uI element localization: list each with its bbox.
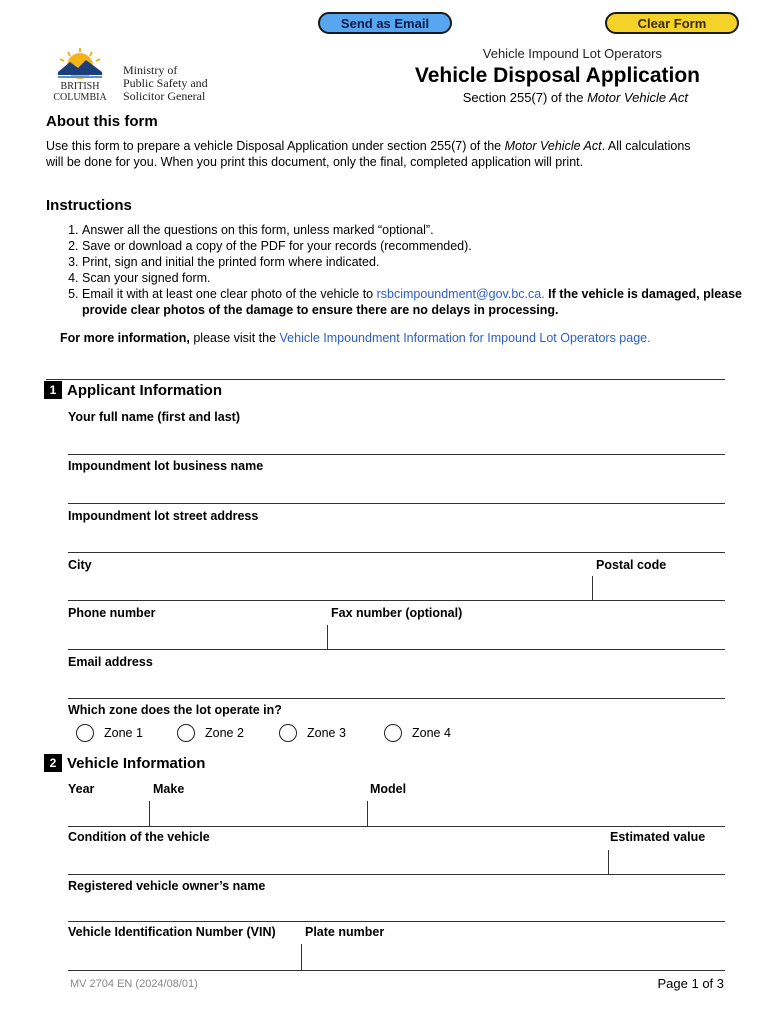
bc-sun-mountain-icon [50,48,110,82]
bc-wordmark-line: COLUMBIA [53,92,107,103]
zone-3-radio[interactable] [279,724,346,742]
business-name-label: Impoundment lot business name [68,459,264,473]
ministry-name-line: Solicitor General [123,89,206,103]
year-label: Year [68,782,95,796]
email-field[interactable] [68,673,725,698]
plate-number-field[interactable] [302,943,725,970]
fax-label: Fax number (optional) [331,606,463,620]
section-number: 1 [44,381,62,399]
clear-form-button[interactable]: Clear Form [605,12,739,34]
field-separator [608,850,609,874]
vin-field[interactable] [68,943,299,970]
field-underline [68,454,725,455]
form-subtitle: Vehicle Impound Lot Operators [482,46,662,61]
about-paragraph [46,138,706,170]
zone-2-radio[interactable] [177,724,244,742]
plate-number-label: Plate number [305,925,385,939]
about-act: Motor Vehicle Act [504,139,602,153]
field-underline [68,826,725,827]
field-separator [327,625,328,649]
instruction-item: 3. Print, sign and initial the printed form where indicated. [82,254,762,270]
email-link[interactable]: rsbcimpoundment@gov.bc.ca. [376,287,545,301]
field-separator [301,944,302,970]
instruction-text: Email it with at least one clear photo of the vehicle to [82,287,377,301]
more-info [60,330,740,346]
owner-name-field[interactable] [68,897,725,921]
field-underline [68,698,725,699]
city-label: City [68,558,92,572]
about-text: . All calculations will be done for you. When you print this document, only the final, completed application will print. [46,139,691,169]
zone-4-radio[interactable] [384,724,451,742]
make-label: Make [153,782,185,796]
about-text: Use this form to prepare a vehicle Disposal Application under section 255(7) of the [46,139,505,153]
section-1-header [44,380,222,400]
make-field[interactable] [150,800,366,826]
radio-label: Zone 1 [104,726,143,740]
field-underline [68,649,725,650]
field-underline [68,874,725,875]
ministry-name-line: Public Safety and [123,76,208,90]
form-id: MV 2704 EN (2024/08/01) [70,978,198,990]
radio-label: Zone 3 [307,726,346,740]
form-section-ref [463,90,688,105]
more-info-text: please visit the [189,331,280,345]
more-info-bold: For more information, [60,331,190,345]
instruction-item: 1. Answer all the questions on this form, unless marked “optional”. [82,222,762,238]
field-underline [68,600,725,601]
section-ref-text: Section 255(7) of the [462,90,588,105]
ministry-name-line: Ministry of [123,63,178,77]
model-label: Model [370,782,407,796]
phone-field[interactable] [68,624,326,649]
business-name-field[interactable] [68,477,725,503]
section-title: Vehicle Information [67,754,206,772]
section-number: 2 [44,754,62,772]
full-name-field[interactable] [68,428,725,454]
radio-circle-icon [177,724,195,742]
bc-wordmark-line: BRITISH [60,81,100,92]
estimated-value-label: Estimated value [610,830,706,844]
zone-1-radio[interactable] [76,724,143,742]
radio-circle-icon [384,724,402,742]
field-underline [68,552,725,553]
field-underline [68,921,725,922]
street-address-field[interactable] [68,527,725,552]
condition-field[interactable] [68,848,608,874]
postal-code-label: Postal code [596,558,667,572]
instruction-item: 4. Scan your signed form. [82,270,762,286]
radio-circle-icon [279,724,297,742]
radio-label: Zone 2 [205,726,244,740]
section-title: Applicant Information [67,381,222,399]
city-field[interactable] [68,576,591,600]
estimated-value-field[interactable] [610,848,725,874]
instructions-list [45,222,762,318]
bc-government-logo [50,48,210,108]
page-number: Page 1 of 3 [657,976,724,991]
condition-label: Condition of the vehicle [68,830,210,844]
about-heading: About this form [46,113,158,130]
section-ref-act: Motor Vehicle Act [587,90,688,105]
owner-name-label: Registered vehicle owner’s name [68,879,266,893]
model-field[interactable] [368,800,725,826]
fax-field[interactable] [328,624,725,649]
field-separator [149,801,150,826]
vin-label: Vehicle Identification Number (VIN) [68,925,276,939]
impoundment-info-link[interactable]: Vehicle Impoundment Information for Impound Lot Operators page. [279,331,651,345]
street-address-label: Impoundment lot street address [68,509,259,523]
send-as-email-button[interactable]: Send as Email [318,12,452,34]
radio-circle-icon [76,724,94,742]
postal-code-field[interactable] [593,576,725,600]
section-2-header [44,753,205,773]
field-separator [592,576,593,601]
instruction-bold: If the vehicle is damaged, please provide clear photos of the damage to ensure there are no delays in processing. [82,287,743,317]
field-underline [68,503,725,504]
year-field[interactable] [68,800,148,826]
field-separator [367,801,368,826]
field-underline [68,970,725,971]
radio-label: Zone 4 [412,726,451,740]
zone-question-label: Which zone does the lot operate in? [68,703,282,717]
phone-label: Phone number [68,606,156,620]
instruction-item: 2. Save or download a copy of the PDF for your records (recommended). [82,238,762,254]
instructions-heading: Instructions [46,197,132,214]
full-name-label: Your full name (first and last) [68,410,241,424]
instruction-item [82,286,762,318]
form-title: Vehicle Disposal Application [414,64,700,87]
email-label: Email address [68,655,153,669]
